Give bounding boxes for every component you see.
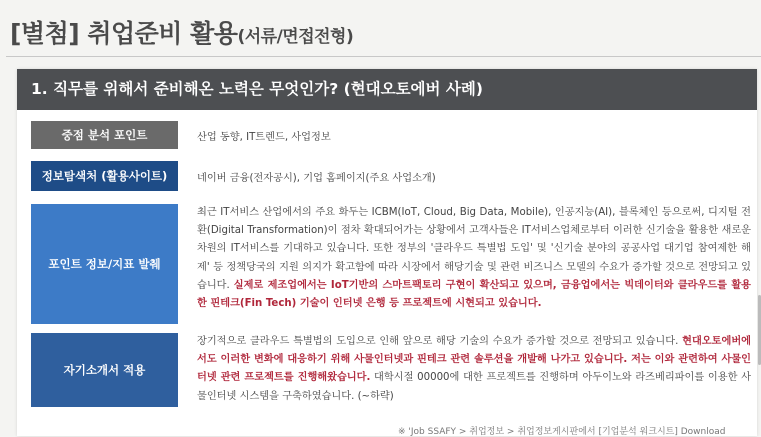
page-title-sub: (서류/면접전형) bbox=[237, 27, 354, 47]
row-label-self-intro: 자기소개서 적용 bbox=[31, 333, 178, 407]
row-analysis-point bbox=[31, 121, 755, 149]
self-intro-text: 장기적으로 클라우드 특별법의 도입으로 인해 앞으로 해당 기술의 수요가 증가할 것으로 전망되고 있습니다. bbox=[197, 336, 683, 347]
row-label-info-source: 정보탐색처 (활용사이트) bbox=[31, 161, 178, 191]
self-intro-tail: 대학시절 00000에 대한 프로젝트를 진행하며 아두이노와 라즈베리파이를 이용한 사물인터넷 시스템을 구축하였습니다. (~하략) bbox=[197, 372, 751, 402]
point-extract-text: 최근 IT서비스 산업에서의 주요 화두는 ICBM(IoT, Cloud, Big Data, Mobile), 인공지능(AI), 블록체인 등으로써, 디지털 전환(Digital Transformation)이 점차 확대되어가는 상황에서 고객사들은 IT서비스업체로부터 이러한 신기술을 활용한 새로운 차원의 IT서비스를 기대하고 있습니다. 또한 정부의 '클라우드 특별법 도입' 및 '신기술 분야의 공공사업 대기업 참여제한 해제' 등 정책당국의 지원 의지가 확고함에 따라 시장에서 해당기술 및 관련 비즈니스 모델의 수요가 증가할 것으로 전망되고 있습니다. bbox=[197, 207, 751, 291]
analysis-panel bbox=[17, 69, 757, 436]
row-content-point-extract bbox=[197, 204, 751, 324]
title-divider bbox=[6, 56, 761, 57]
row-label-analysis-point: 중점 분석 포인트 bbox=[31, 121, 178, 149]
row-self-intro bbox=[31, 333, 755, 407]
point-extract-highlight: 실제로 제조업에서는 IoT기반의 스마트팩토리 구현이 확산되고 있으며, 금융업에서는 빅데이터와 클라우드를 활용한 핀테크(Fin Tech) 기술이 인터넷 은행 등 프로젝트에 시현되고 있습니다. bbox=[197, 279, 751, 310]
self-intro-highlight: 현대오토에버에서도 이러한 변화에 대응하기 위해 사물인터넷과 핀테크 관련 솔루션을 개발해 나가고 있습니다. 저는 이와 관련하여 사물인터넷 관련 프로젝트를 진행해왔습니다. bbox=[197, 336, 751, 384]
row-info-source bbox=[31, 161, 755, 191]
question-header: 1. 직무를 위해서 준비해온 노력은 무엇인가? (현대오토에버 사례) bbox=[17, 69, 757, 110]
row-content-self-intro bbox=[197, 333, 751, 407]
footer-note: ※ 'Job SSAFY > 취업정보 > 취업정보게시판에서 [기업분석 워크시트] Download bbox=[398, 427, 726, 437]
row-label-point-extract: 포인트 정보/지표 발췌 bbox=[31, 204, 178, 324]
row-content-analysis-point: 산업 동향, IT트렌드, 사업정보 bbox=[197, 131, 331, 143]
row-point-extract bbox=[31, 204, 755, 324]
page-title bbox=[10, 14, 353, 50]
row-content-info-source: 네이버 금융(전자공시), 기업 홈페이지(주요 사업소개) bbox=[197, 172, 436, 184]
page-title-main: [별첨] 취업준비 활용 bbox=[10, 19, 238, 48]
